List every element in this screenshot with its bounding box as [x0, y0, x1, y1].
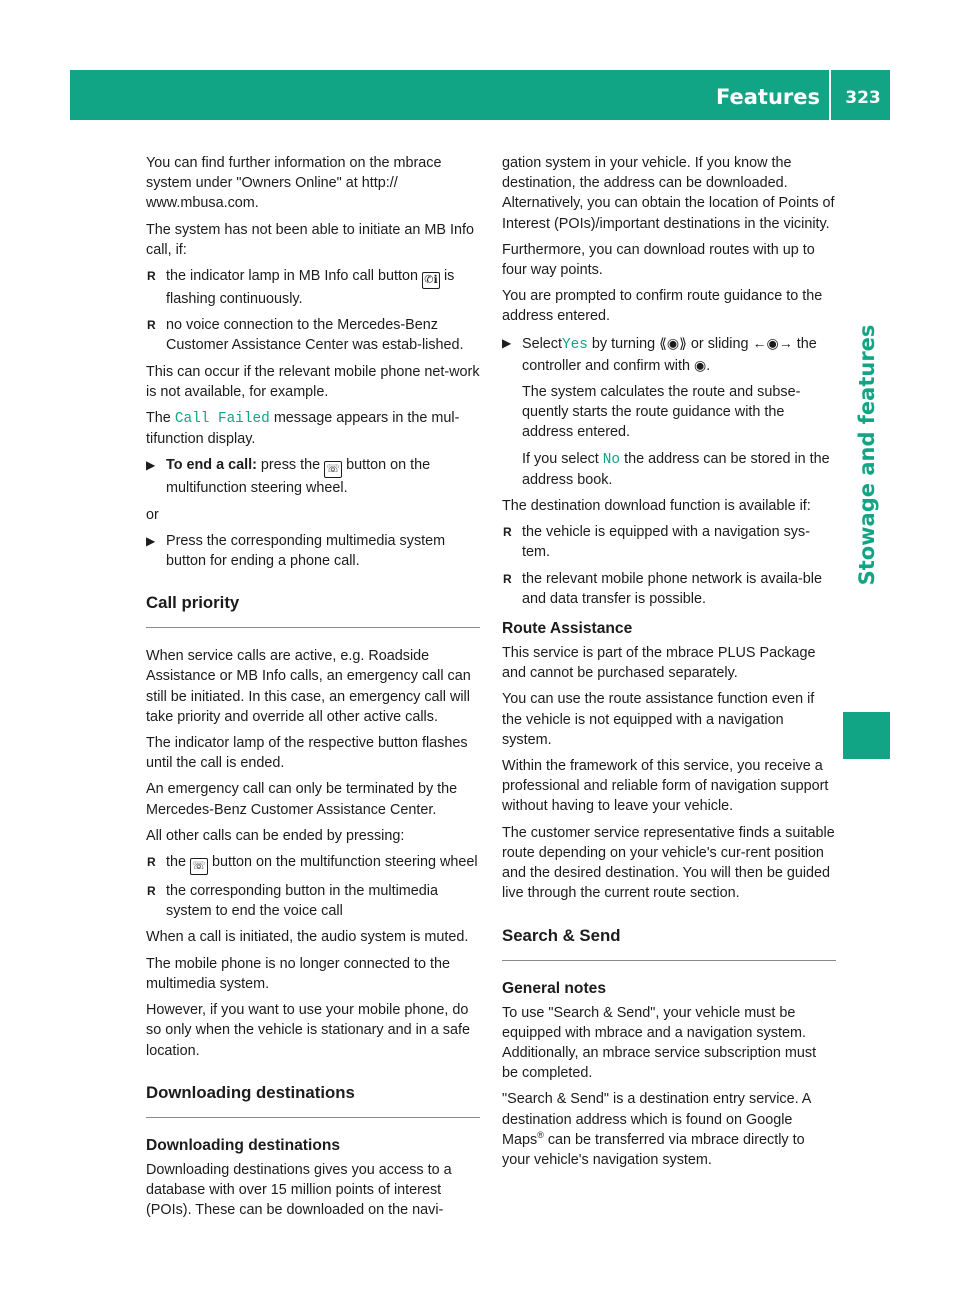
- phone-info-button-icon: ✆ℹ: [422, 272, 440, 289]
- text: "Search & Send" is a destination entry service. A destination address which is found on Google Maps: [502, 1091, 811, 1148]
- section-heading: Downloading destinations: [146, 1082, 480, 1118]
- step-result: [502, 449, 836, 490]
- paragraph: To use "Search & Send", your vehicle must be equipped with mbrace and a navigation system. Additionally, an mbrace service subscription must be completed.: [502, 1004, 817, 1082]
- controller-slide-icon: ←◉→: [752, 334, 793, 351]
- side-tab: [843, 120, 890, 712]
- paragraph: The destination download function is available if:: [502, 498, 811, 515]
- paragraph: This service is part of the mbrace PLUS Package and cannot be purchased separately.: [502, 645, 816, 682]
- subsection-heading: Route Assistance: [502, 620, 633, 638]
- paragraph: The customer service representative finds a suitable route depending on your vehicle's cur-rent position and the desired destination. You will then be guided live through the current route section.: [502, 824, 835, 902]
- subsection-heading: General notes: [502, 979, 606, 997]
- text: Select: [522, 335, 562, 352]
- section-heading: Search & Send: [502, 925, 836, 961]
- paragraph: When service calls are active, e.g. Roadside Assistance or MB Info calls, an emergency call can still be initiated. In this case, an emergency call will take priority and override all other active calls.: [146, 648, 471, 725]
- paragraph: However, if you want to use your mobile phone, do so only when the vehicle is stationary and in a safe location.: [146, 1002, 470, 1059]
- side-tab-label: Stowage and features: [854, 324, 879, 586]
- text: .: [706, 357, 711, 374]
- text: message appears in the mul-tifunction display.: [146, 410, 460, 448]
- display-option: Yes: [562, 336, 588, 353]
- text: the indicator lamp in MB Info call button: [166, 268, 418, 285]
- paragraph: Downloading destinations gives you access to a database with over 15 million points of interest (POIs). These can be downloaded on the navi-: [146, 1161, 452, 1219]
- list-item: R no voice connection to the Mercedes-Benz Customer Assistance Center was estab-lished.: [146, 315, 480, 355]
- instruction-step: [146, 455, 480, 498]
- paragraph: [502, 1089, 836, 1170]
- registered-mark: ®: [537, 1129, 544, 1140]
- right-column: [502, 153, 836, 1176]
- header-bar: [70, 70, 890, 120]
- text: the controller and confirm with: [522, 335, 817, 374]
- paragraph: [146, 408, 480, 449]
- paragraph: An emergency call can only be terminated by the Mercedes-Benz Customer Assistance Center.: [146, 781, 458, 818]
- text: or sliding: [690, 335, 749, 352]
- paragraph: Within the framework of this service, you receive a professional and reliable form of navigation support without having to leave your vehicle.: [502, 758, 829, 815]
- left-column: [146, 153, 480, 1226]
- list-item: [146, 266, 480, 309]
- text: press the: [260, 457, 321, 474]
- paragraph: All other calls can be ended by pressing:: [146, 827, 405, 844]
- display-message: Call Failed: [174, 411, 270, 428]
- end-call-button-icon: ☏: [324, 461, 342, 478]
- instruction-step: [502, 333, 836, 376]
- list-item: R the corresponding button in the multimedia system to end the voice call: [146, 881, 480, 921]
- paragraph: When a call is initiated, the audio system is muted.: [146, 929, 469, 946]
- controller-turn-icon: ⟪◉⟫: [659, 334, 687, 351]
- paragraph: The mobile phone is no longer connected to the multimedia system.: [146, 955, 451, 992]
- instruction-step: ▶ Press the corresponding multimedia system button for ending a phone call.: [146, 531, 480, 571]
- list-item: R the vehicle is equipped with a navigation sys-tem.: [502, 522, 836, 562]
- text: is flashing continuously.: [166, 268, 455, 308]
- side-tab-marker: [843, 712, 890, 759]
- step-result: The system calculates the route and subse-quently starts the route guidance with the address entered.: [522, 384, 801, 441]
- paragraph: You can use the route assistance function even if the vehicle is not equipped with a navigation system.: [502, 691, 815, 748]
- paragraph: The system has not been able to initiate an MB Info call, if:: [146, 221, 474, 258]
- paragraph: You are prompted to confirm route guidance to the address entered.: [502, 288, 823, 325]
- paragraph: gation system in your vehicle. If you know the destination, the address can be downloaded. Alternatively, you can obtain the location of Points of Interest (POIs)/important destinations in the vicinity.: [502, 155, 835, 232]
- text: the: [166, 854, 187, 871]
- text: the address can be stored in the address book.: [522, 450, 830, 488]
- paragraph: Furthermore, you can download routes with up to four way points.: [502, 241, 815, 279]
- text: can be transferred via mbrace directly to your vehicle's navigation system.: [502, 1131, 805, 1168]
- controller-press-icon: ◉: [693, 356, 707, 373]
- list-item: [146, 852, 480, 875]
- section-heading: Call priority: [146, 592, 480, 628]
- text: button on the multifunction steering wheel: [212, 854, 478, 871]
- text: button on the multifunction steering wheel.: [166, 457, 431, 497]
- list-item: R the relevant mobile phone network is availa-ble and data transfer is possible.: [502, 569, 836, 609]
- text: If you select: [522, 450, 599, 467]
- paragraph: You can find further information on the mbrace system under "Owners Online" at http:// www.mbusa.com.: [146, 155, 442, 212]
- header-divider: [829, 70, 831, 120]
- step-label: To end a call:: [166, 457, 257, 474]
- paragraph: This can occur if the relevant mobile phone net-work is not available, for example.: [146, 363, 480, 400]
- paragraph: or: [146, 506, 159, 523]
- text: by turning: [591, 335, 656, 352]
- display-option: No: [602, 451, 621, 468]
- section-title: Features: [716, 85, 820, 109]
- page-number: 323: [845, 88, 881, 108]
- paragraph: The indicator lamp of the respective button flashes until the call is ended.: [146, 735, 468, 772]
- end-call-button-icon: ☏: [190, 858, 208, 875]
- text: The: [146, 410, 171, 427]
- subsection-heading: Downloading destinations: [146, 1136, 341, 1154]
